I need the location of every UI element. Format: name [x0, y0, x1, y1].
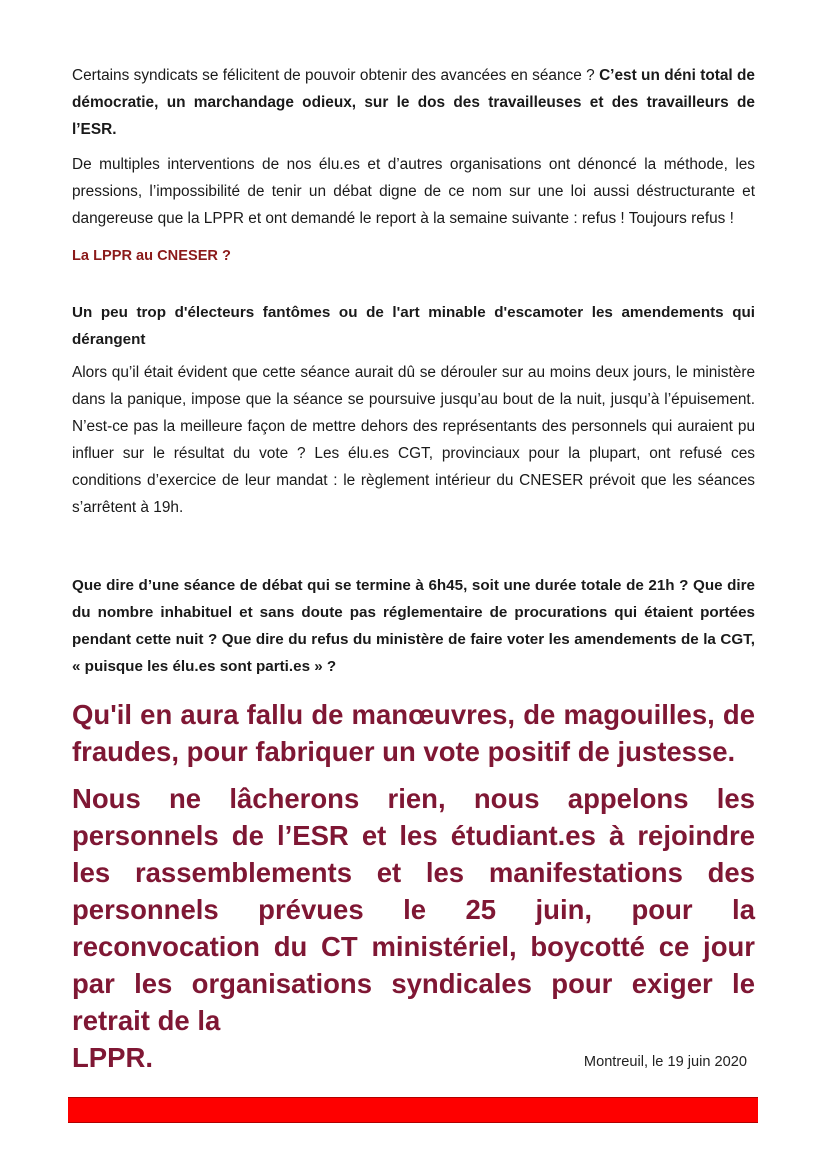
paragraph-syndicats-text: Certains syndicats se félicitent de pouvoir obtenir des avancées en séance ?	[72, 67, 600, 84]
subheading: Un peu trop d'électeurs fantômes ou de l'art minable d'escamoter les amendements qui dérangent	[72, 304, 755, 348]
paragraph-syndicats-emphasis: C’est un déni total de démocratie, un marchandage odieux, sur le dos des travailleuses et des travailleurs de l’ESR.	[72, 67, 755, 138]
document-body	[72, 62, 755, 1076]
callout-manoeuvres: Qu'il en aura fallu de manœuvres, de magouilles, de fraudes, pour fabriquer un vote positif de justesse.	[72, 699, 755, 767]
closing-line	[72, 1039, 755, 1076]
footer-bar	[68, 1097, 758, 1123]
section-heading: La LPPR au CNESER ?	[72, 248, 231, 264]
paragraph-seance: Alors qu’il était évident que cette séance aurait dû se dérouler sur au moins deux jours, le ministère dans la panique, impose que la séance se poursuive jusqu’au bout de la nuit, jusqu’à l’épuisement. N’est-ce pas la meilleure façon de mettre dehors des représentants des personnels qui auraient pu influer sur le résultat du vote ? Les élu.es CGT, provinciaux pour la plupart, ont refusé ces conditions d’exercice de leur mandat : le règlement intérieur du CNESER prévoit que les séances s’arrêtent à 19h.	[72, 364, 755, 516]
callout-mobilisation: Nous ne lâcherons rien, nous appelons les personnels de l’ESR et les étudiant.es à rejoindre les rassemblements et les manifestations des personnels prévues le 25 juin, pour la reconvocation du CT ministériel, boycotté ce jour par les organisations syndicales pour exiger le retrait de la	[72, 783, 755, 1036]
paragraph-syndicats	[72, 62, 755, 143]
signature-date: Montreuil, le 19 juin 2020	[583, 1054, 747, 1070]
paragraph-interventions: De multiples interventions de nos élu.es et d’autres organisations ont dénoncé la méthode, les pressions, l’impossibilité de tenir un débat digne de ce nom sur une loi aussi déstructurante et dangereuse que la LPPR et ont demandé le report à la semaine suivante : refus ! Toujours refus !	[72, 156, 755, 227]
callout-mobilisation-end: LPPR.	[72, 1042, 153, 1073]
paragraph-questions: Que dire d’une séance de débat qui se termine à 6h45, soit une durée totale de 21h ? Que dire du nombre inhabituel et sans doute pas réglementaire de procurations qui étaient portées pendant cette nuit ? Que dire du refus du ministère de faire voter les amendements de la CGT, « puisque les élu.es sont parti.es » ?	[72, 577, 755, 675]
